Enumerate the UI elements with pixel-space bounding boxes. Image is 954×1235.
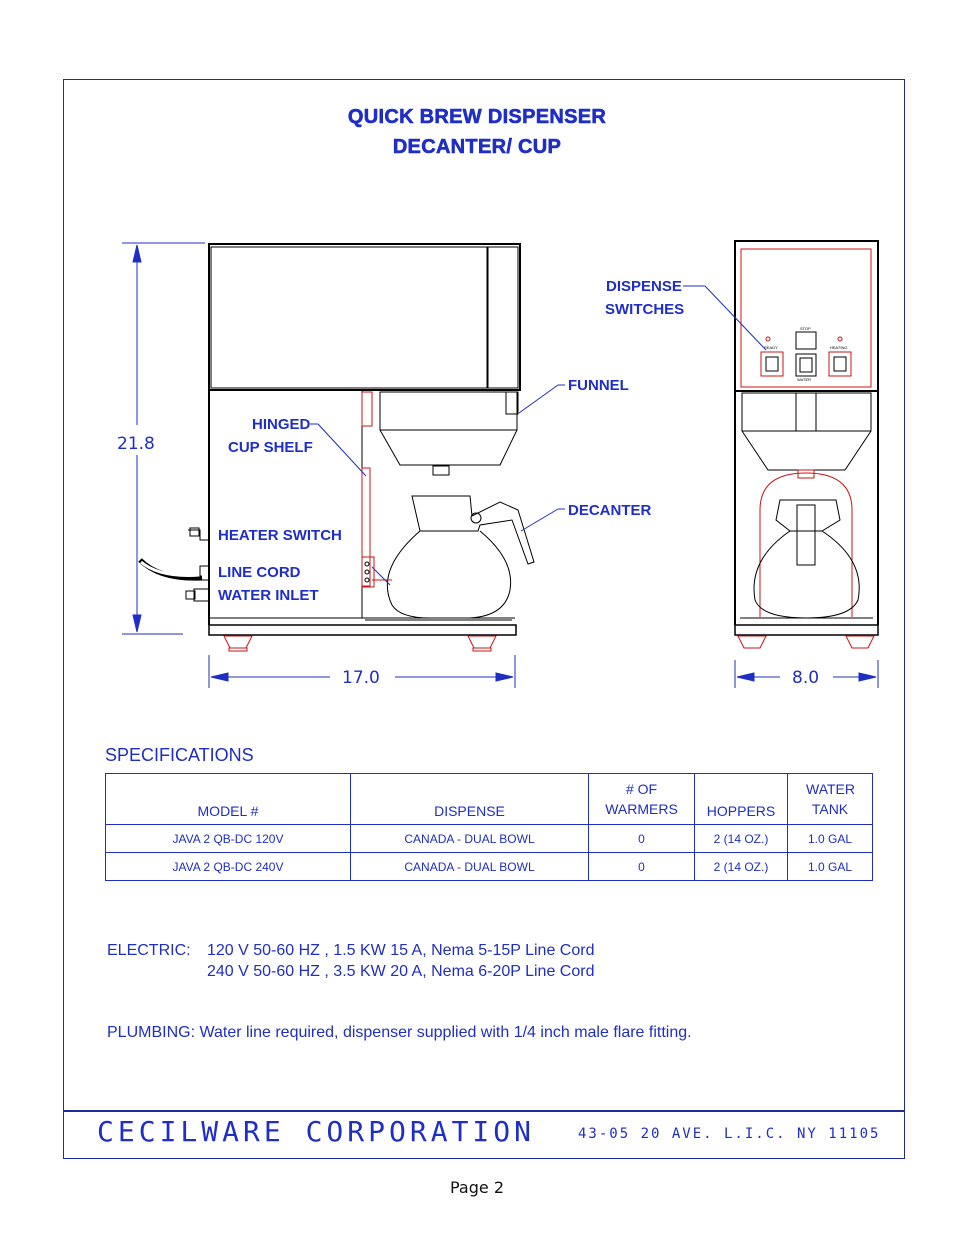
cell-model: JAVA 2 QB-DC 120V (106, 825, 351, 853)
front-view (735, 241, 878, 648)
page-number: Page 2 (450, 1178, 504, 1197)
side-decanter-handle (412, 496, 534, 564)
cup-shelf-top (362, 392, 372, 426)
column-header: # OF WARMERS (589, 774, 695, 825)
column-header: MODEL # (106, 774, 351, 825)
column-header: WATER TANK (788, 774, 873, 825)
label-hinged: HINGED (252, 416, 311, 433)
side-view (140, 244, 534, 651)
company-name: CECILWARE CORPORATION (97, 1115, 536, 1148)
front-base (735, 625, 878, 635)
cell-model: JAVA 2 QB-DC 240V (106, 853, 351, 881)
water-switch (796, 354, 816, 376)
title-line-1: QUICK BREW DISPENSER (347, 106, 607, 128)
depth-value: 8.0 (792, 668, 820, 688)
ready-switch (761, 352, 783, 376)
side-funnel (380, 392, 517, 430)
company-address: 43-05 20 AVE. L.I.C. NY 11105 (578, 1126, 881, 1142)
label-decanter: DECANTER (568, 502, 652, 519)
label-line-cord: LINE CORD (218, 564, 301, 581)
footer-divider (63, 1110, 905, 1112)
column-header: HOPPERS (695, 774, 788, 825)
specifications-heading: SPECIFICATIONS (105, 745, 254, 765)
side-hood-front (488, 247, 518, 388)
cell-hoppers: 2 (14 OZ.) (695, 825, 788, 853)
panel-water-label: WATER (797, 377, 811, 382)
column-header: DISPENSE (351, 774, 589, 825)
heating-switch (829, 352, 851, 376)
cell-tank: 1.0 GAL (788, 825, 873, 853)
plumbing-text: Water line required, dispenser supplied with 1/4 inch male flare fitting. (199, 1024, 692, 1041)
table-row (106, 853, 873, 881)
cell-warmers: 0 (589, 825, 695, 853)
cell-dispense: CANADA - DUAL BOWL (351, 825, 589, 853)
side-base (209, 625, 516, 635)
electric-line-2: 240 V 50-60 HZ , 3.5 KW 20 A, Nema 6-20P Line Cord (207, 963, 595, 980)
plumbing-specs (107, 1024, 692, 1042)
label-switches: SWITCHES (605, 301, 685, 318)
front-foot-2 (846, 636, 874, 648)
label-heater-switch: HEATER SWITCH (218, 527, 342, 544)
table-row (106, 825, 873, 853)
electric-line-1: 120 V 50-60 HZ , 1.5 KW 15 A, Nema 5-15P Line Cord (207, 942, 595, 959)
panel-stop-label: STOP (800, 326, 811, 331)
side-decanter-body (387, 531, 510, 618)
cell-dispense: CANADA - DUAL BOWL (351, 853, 589, 881)
table-header-row (106, 774, 873, 825)
title-line-2: DECANTER/ CUP (392, 136, 562, 158)
cell-warmers: 0 (589, 853, 695, 881)
label-water-inlet: WATER INLET (218, 587, 319, 604)
width-value: 17.0 (342, 668, 380, 688)
panel-ready-label: READY (764, 345, 778, 350)
label-dispense: DISPENSE (606, 278, 682, 295)
cell-hoppers: 2 (14 OZ.) (695, 853, 788, 881)
plumbing-label: PLUMBING: (107, 1024, 196, 1041)
foot-1 (224, 636, 252, 648)
cell-tank: 1.0 GAL (788, 853, 873, 881)
water-inlet (194, 589, 209, 601)
electric-label: ELECTRIC: (107, 942, 191, 959)
stop-switch (796, 332, 816, 349)
label-funnel: FUNNEL (568, 377, 629, 394)
front-foot-1 (738, 636, 766, 648)
height-value: 21.8 (117, 434, 155, 454)
front-hood (735, 241, 878, 391)
specifications-table (105, 773, 873, 881)
label-cup-shelf: CUP SHELF (228, 439, 313, 456)
panel-heating-label: HEATING (830, 345, 848, 350)
foot-2 (468, 636, 496, 648)
electric-specs (107, 940, 594, 982)
